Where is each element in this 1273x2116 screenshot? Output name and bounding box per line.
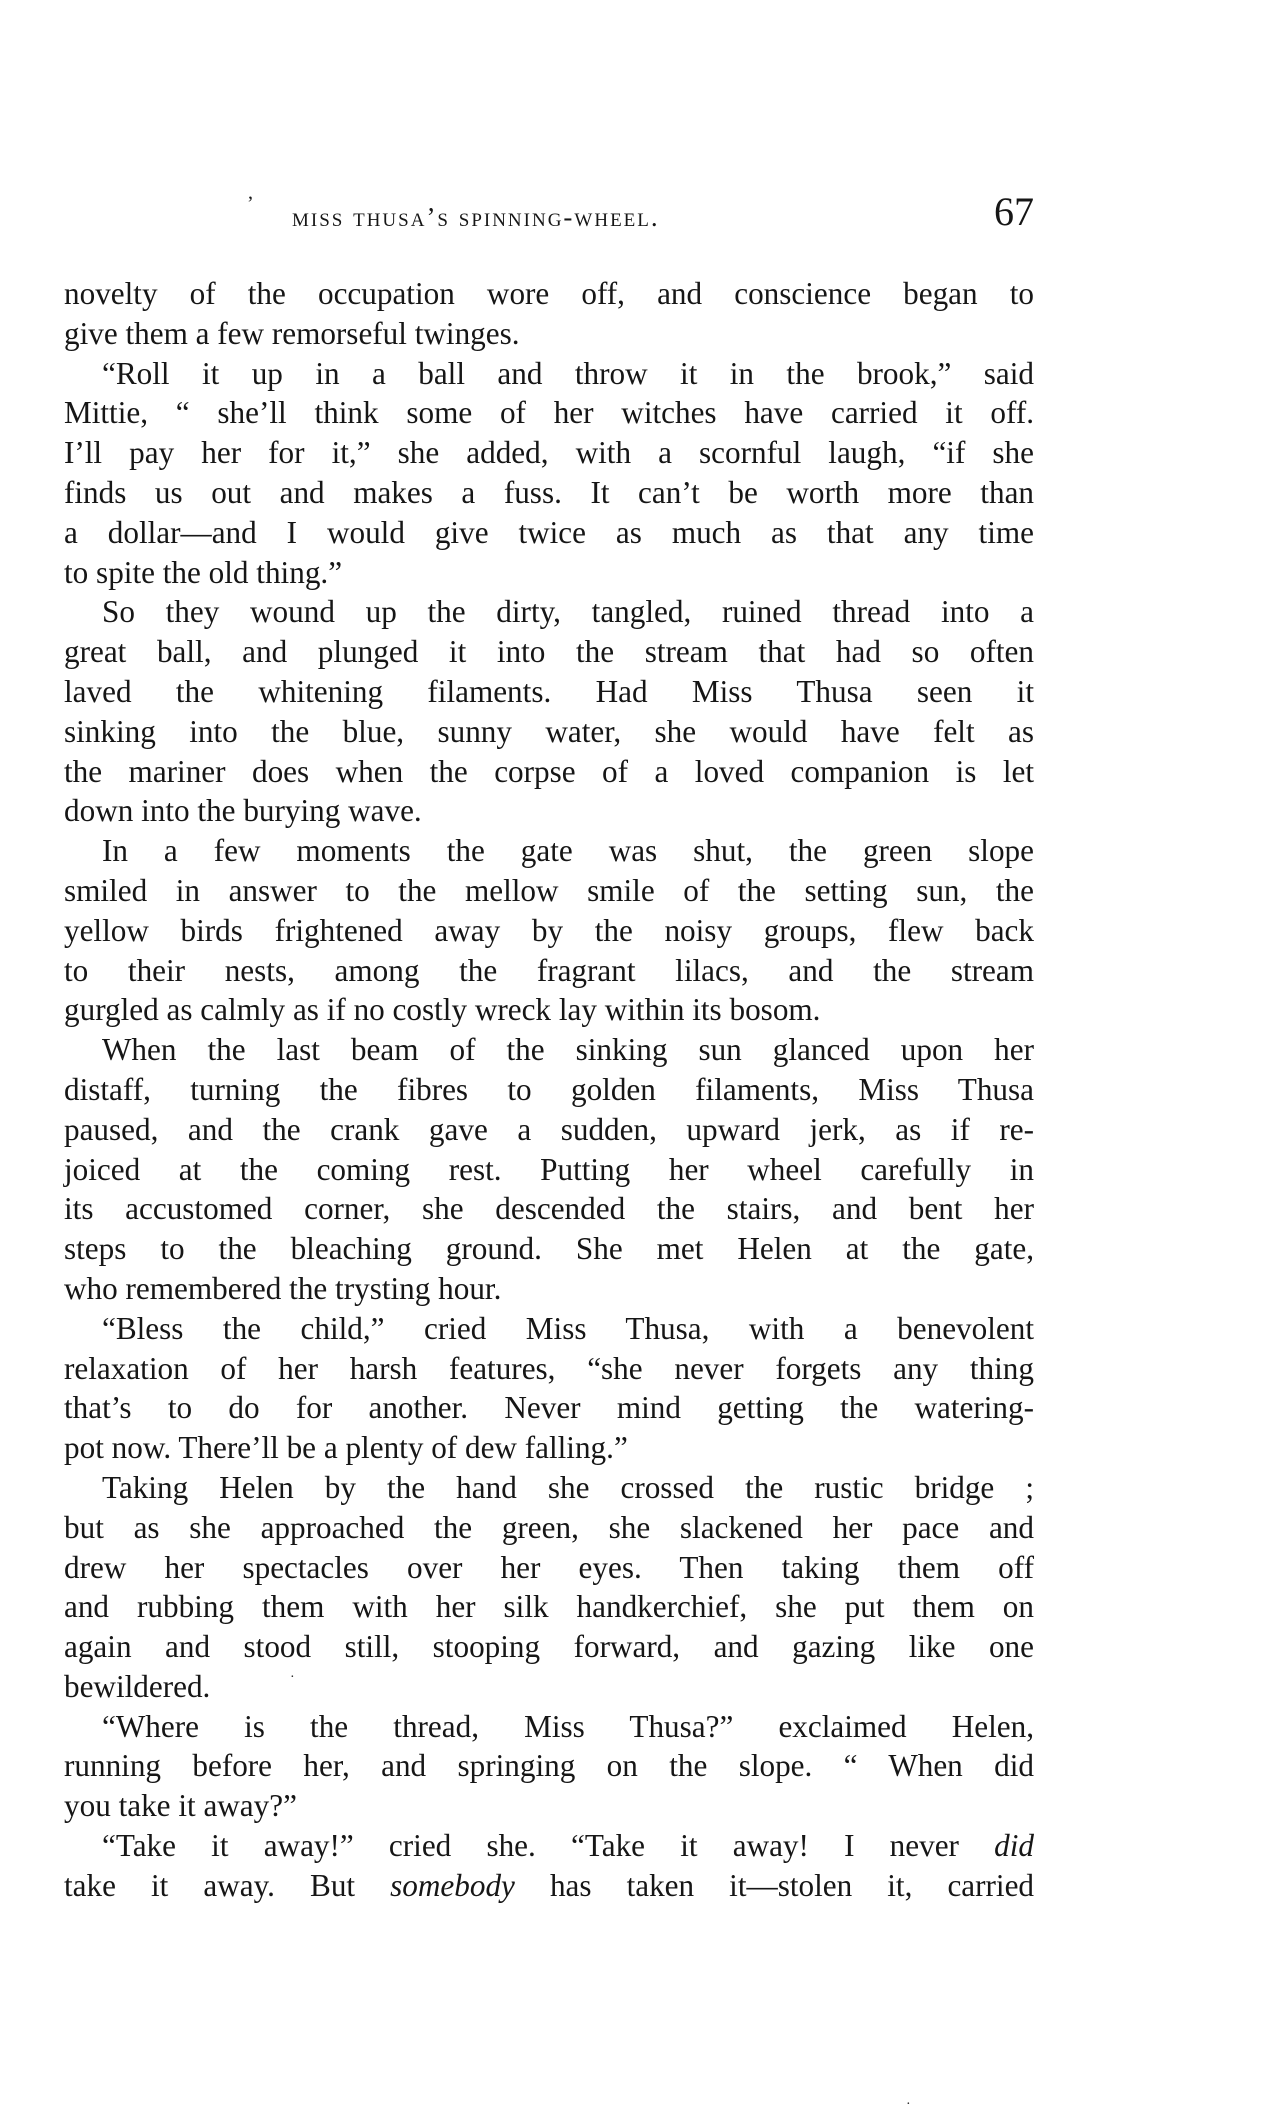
bewildered-dot: · xyxy=(290,1670,295,1685)
emphasis-somebody: somebody xyxy=(390,1867,515,1903)
text-line: to their nests, among the fragrant lilacs, and the stream xyxy=(64,952,1034,988)
text-line: novelty of the occupation wore off, and conscience began to xyxy=(64,276,1034,311)
text-line: great ball, and plunged it into the stream that had so often xyxy=(64,634,1034,670)
text-line: steps to the bleaching ground. She met Helen at the gate, xyxy=(64,1231,1034,1267)
header-mark: ʼ xyxy=(247,193,254,215)
page-number: 67 xyxy=(994,189,1034,234)
text-line: So they wound up the dirty, tangled, ruined thread into a xyxy=(102,594,1034,630)
text-line: who remembered the trysting hour. xyxy=(64,1270,502,1306)
running-title: miss thusa’s spinning-wheel. xyxy=(292,202,660,232)
text-line: smiled in answer to the mellow smile of the setting sun, the xyxy=(64,872,1034,908)
text-line: again and stood still, stooping forward, and gazing like one xyxy=(64,1629,1034,1665)
running-head xyxy=(64,190,1034,234)
text-line: “Roll it up in a ball and throw it in the brook,” said xyxy=(102,355,1034,391)
final-line-2-text-a: take it away. But xyxy=(64,1867,391,1903)
text-line: laved the whitening filaments. Had Miss Thusa seen it xyxy=(64,673,1034,709)
text-line: but as she approached the green, she slackened her pace and xyxy=(64,1509,1034,1545)
text-line: to spite the old thing.” xyxy=(64,554,343,590)
text-line-final-1 xyxy=(64,1826,1034,1866)
text-line: “Where is the thread, Miss Thusa?” exclaimed Helen, xyxy=(102,1708,1034,1744)
text-line: you take it away?” xyxy=(64,1788,297,1824)
text-line: In a few moments the gate was shut, the green slope xyxy=(102,833,1034,869)
text-line: “Bless the child,” cried Miss Thusa, with a benevolent xyxy=(102,1310,1034,1346)
text-line: yellow birds frightened away by the noisy groups, flew back xyxy=(64,912,1034,948)
text-line: and rubbing them with her silk handkerchief, she put them on xyxy=(64,1589,1034,1625)
text-line: joiced at the coming rest. Putting her wheel carefully in xyxy=(64,1151,1034,1187)
text-line: down into the burying wave. xyxy=(64,793,422,829)
text-line: pot now. There’ll be a plenty of dew falling.” xyxy=(64,1430,628,1466)
text-line: drew her spectacles over her eyes. Then taking them off xyxy=(64,1549,1034,1585)
text-line: the mariner does when the corpse of a loved companion is let xyxy=(64,753,1034,789)
bottom-dot: · xyxy=(906,2097,911,2112)
emphasis-did: did xyxy=(994,1828,1034,1864)
text-line: Taking Helen by the hand she crossed the rustic bridge ; xyxy=(102,1469,1034,1505)
final-line-1-text: “Take it away!” cried she. “Take it away! I never xyxy=(102,1828,995,1864)
text-line: sinking into the blue, sunny water, she would have felt as xyxy=(64,713,1034,749)
text-line: running before her, and springing on the slope. “ When did xyxy=(64,1748,1034,1784)
text-line: Mittie, “ she’ll think some of her witches have carried it off. xyxy=(64,395,1034,431)
text-line: a dollar—and I would give twice as much as that any time xyxy=(64,514,1034,550)
text-line: I’ll pay her for it,” she added, with a scornful laugh, “if she xyxy=(64,435,1034,471)
text-line: gurgled as calmly as if no costly wreck lay within its bosom. xyxy=(64,992,821,1028)
text-line: give them a few remorseful twinges. xyxy=(64,315,520,351)
text-line: finds us out and makes a fuss. It can’t be worth more than xyxy=(64,474,1034,510)
text-line: paused, and the crank gave a sudden, upward jerk, as if re- xyxy=(64,1111,1034,1147)
text-line: that’s to do for another. Never mind getting the watering- xyxy=(64,1390,1034,1426)
text-line: relaxation of her harsh features, “she never forgets any thing xyxy=(64,1350,1034,1386)
text-line: its accustomed corner, she descended the stairs, and bent her xyxy=(64,1191,1034,1227)
final-line-2-text-b: has taken it—stolen it, carried xyxy=(514,1867,1035,1903)
text-line: bewildered. xyxy=(64,1668,211,1704)
text-line-final-2 xyxy=(64,1866,1034,1906)
body-text xyxy=(64,274,1034,1906)
text-line: When the last beam of the sinking sun glanced upon her xyxy=(102,1032,1034,1068)
text-line: distaff, turning the fibres to golden filaments, Miss Thusa xyxy=(64,1071,1034,1107)
